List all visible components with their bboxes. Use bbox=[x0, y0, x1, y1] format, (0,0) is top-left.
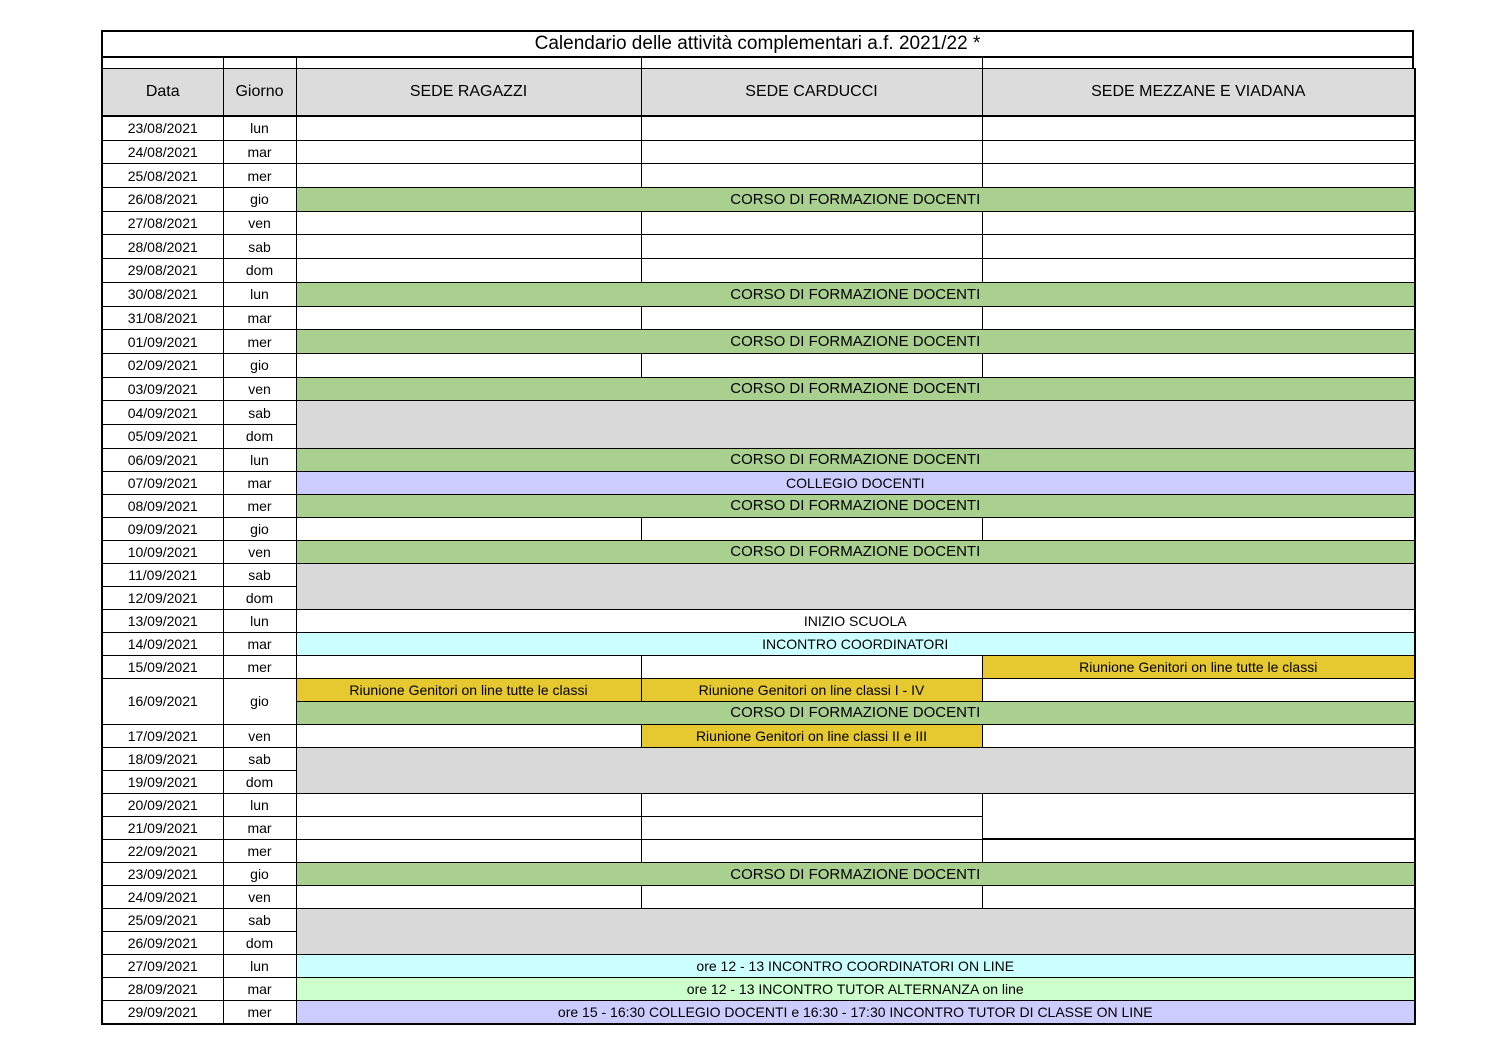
date-cell: 16/09/2021 bbox=[102, 678, 223, 724]
mezzane-cell: Riunione Genitori on line tutte le classi bbox=[982, 655, 1415, 678]
weekend-cell bbox=[296, 747, 1415, 793]
table-row bbox=[102, 211, 1415, 235]
date-cell: 08/09/2021 bbox=[102, 494, 223, 517]
date-cell: 24/09/2021 bbox=[102, 886, 223, 909]
ragazzi-cell bbox=[296, 140, 641, 164]
event-cell: ore 12 - 13 INCONTRO TUTOR ALTERNANZA on line bbox=[296, 978, 1415, 1001]
table-row bbox=[102, 517, 1415, 540]
event-cell: ore 15 - 16:30 COLLEGIO DOCENTI e 16:30 - 17:30 INCONTRO TUTOR DI CLASSE ON LINE bbox=[296, 1001, 1415, 1025]
table-row bbox=[102, 471, 1415, 494]
day-cell: ven bbox=[223, 377, 296, 401]
carducci-cell bbox=[641, 259, 982, 283]
date-cell: 02/09/2021 bbox=[102, 353, 223, 377]
carducci-cell: Riunione Genitori on line classi II e III bbox=[641, 724, 982, 747]
day-cell: lun bbox=[223, 955, 296, 978]
ragazzi-cell bbox=[296, 517, 641, 540]
table-row bbox=[102, 448, 1415, 471]
weekend-cell bbox=[296, 401, 1415, 448]
header-data: Data bbox=[102, 69, 223, 117]
day-cell: lun bbox=[223, 793, 296, 816]
day-cell: dom bbox=[223, 932, 296, 955]
table-row bbox=[102, 886, 1415, 909]
table-row bbox=[102, 140, 1415, 164]
date-cell: 23/08/2021 bbox=[102, 116, 223, 140]
header-spacer bbox=[101, 58, 1414, 68]
ragazzi-cell bbox=[296, 116, 641, 140]
mezzane-cell bbox=[982, 211, 1415, 235]
event-cell: CORSO DI FORMAZIONE DOCENTI bbox=[296, 330, 1415, 354]
date-cell: 07/09/2021 bbox=[102, 471, 223, 494]
ragazzi-cell bbox=[296, 724, 641, 747]
ragazzi-cell bbox=[296, 211, 641, 235]
carducci-cell bbox=[641, 164, 982, 188]
mezzane-cell bbox=[982, 235, 1415, 259]
table-row bbox=[102, 655, 1415, 678]
event-cell: CORSO DI FORMAZIONE DOCENTI bbox=[296, 863, 1415, 886]
ragazzi-cell bbox=[296, 259, 641, 283]
date-cell: 15/09/2021 bbox=[102, 655, 223, 678]
header-row bbox=[102, 69, 1415, 117]
date-cell: 26/09/2021 bbox=[102, 932, 223, 955]
day-cell: lun bbox=[223, 116, 296, 140]
carducci-cell bbox=[641, 517, 982, 540]
day-cell: lun bbox=[223, 609, 296, 632]
mezzane-cell bbox=[982, 259, 1415, 283]
day-cell: mer bbox=[223, 839, 296, 863]
date-cell: 28/08/2021 bbox=[102, 235, 223, 259]
day-cell: sab bbox=[223, 235, 296, 259]
date-cell: 11/09/2021 bbox=[102, 563, 223, 586]
table-row bbox=[102, 494, 1415, 517]
calendar-sheet bbox=[101, 30, 1414, 1025]
day-cell: sab bbox=[223, 401, 296, 425]
date-cell: 27/09/2021 bbox=[102, 955, 223, 978]
date-cell: 31/08/2021 bbox=[102, 306, 223, 330]
table-row bbox=[102, 793, 1415, 816]
day-cell: ven bbox=[223, 886, 296, 909]
table-row bbox=[102, 401, 1415, 425]
date-cell: 25/08/2021 bbox=[102, 164, 223, 188]
table-row bbox=[102, 164, 1415, 188]
mezzane-cell bbox=[982, 116, 1415, 140]
table-row bbox=[102, 282, 1415, 306]
date-cell: 01/09/2021 bbox=[102, 330, 223, 354]
date-cell: 23/09/2021 bbox=[102, 863, 223, 886]
mezzane-cell bbox=[982, 164, 1415, 188]
ragazzi-cell bbox=[296, 839, 641, 863]
carducci-cell bbox=[641, 353, 982, 377]
table-row bbox=[102, 1001, 1415, 1025]
table-row bbox=[102, 377, 1415, 401]
date-cell: 03/09/2021 bbox=[102, 377, 223, 401]
carducci-cell bbox=[641, 211, 982, 235]
date-cell: 17/09/2021 bbox=[102, 724, 223, 747]
day-cell: mer bbox=[223, 1001, 296, 1025]
table-row bbox=[102, 863, 1415, 886]
table-row bbox=[102, 235, 1415, 259]
mezzane-cell bbox=[982, 140, 1415, 164]
carducci-cell bbox=[641, 140, 982, 164]
carducci-cell bbox=[641, 793, 982, 816]
header-sede-mezzane: SEDE MEZZANE E VIADANA bbox=[982, 69, 1415, 117]
mezzane-cell bbox=[982, 353, 1415, 377]
event-cell: CORSO DI FORMAZIONE DOCENTI bbox=[296, 377, 1415, 401]
ragazzi-cell bbox=[296, 655, 641, 678]
carducci-cell: Riunione Genitori on line classi I - IV bbox=[641, 678, 982, 701]
day-cell: mer bbox=[223, 164, 296, 188]
calendar-table bbox=[101, 68, 1416, 1025]
ragazzi-cell bbox=[296, 816, 641, 839]
day-cell: dom bbox=[223, 259, 296, 283]
table-row bbox=[102, 609, 1415, 632]
event-cell: COLLEGIO DOCENTI bbox=[296, 471, 1415, 494]
table-row bbox=[102, 330, 1415, 354]
date-cell: 26/08/2021 bbox=[102, 188, 223, 212]
mezzane-cell bbox=[982, 678, 1415, 701]
carducci-cell bbox=[641, 116, 982, 140]
ragazzi-cell bbox=[296, 306, 641, 330]
event-cell: INIZIO SCUOLA bbox=[296, 609, 1415, 632]
weekend-cell bbox=[296, 909, 1415, 955]
event-cell: CORSO DI FORMAZIONE DOCENTI bbox=[296, 540, 1415, 563]
date-cell: 27/08/2021 bbox=[102, 211, 223, 235]
day-cell: gio bbox=[223, 188, 296, 212]
event-cell: CORSO DI FORMAZIONE DOCENTI bbox=[296, 188, 1415, 212]
table-row bbox=[102, 678, 1415, 701]
day-cell: mer bbox=[223, 494, 296, 517]
table-row bbox=[102, 701, 1415, 724]
table-row bbox=[102, 632, 1415, 655]
event-cell: CORSO DI FORMAZIONE DOCENTI bbox=[296, 282, 1415, 306]
carducci-cell bbox=[641, 839, 982, 863]
carducci-cell bbox=[641, 655, 982, 678]
event-cell: CORSO DI FORMAZIONE DOCENTI bbox=[296, 701, 1415, 724]
day-cell: mer bbox=[223, 655, 296, 678]
table-row bbox=[102, 955, 1415, 978]
table-row bbox=[102, 306, 1415, 330]
date-cell: 20/09/2021 bbox=[102, 793, 223, 816]
mezzane-cell bbox=[982, 724, 1415, 747]
date-cell: 29/09/2021 bbox=[102, 1001, 223, 1025]
date-cell: 22/09/2021 bbox=[102, 839, 223, 863]
day-cell: gio bbox=[223, 863, 296, 886]
table-row bbox=[102, 116, 1415, 140]
date-cell: 28/09/2021 bbox=[102, 978, 223, 1001]
day-cell: ven bbox=[223, 724, 296, 747]
table-row bbox=[102, 724, 1415, 747]
event-cell: ore 12 - 13 INCONTRO COORDINATORI ON LINE bbox=[296, 955, 1415, 978]
carducci-cell bbox=[641, 306, 982, 330]
day-cell: gio bbox=[223, 678, 296, 724]
ragazzi-cell: Riunione Genitori on line tutte le classi bbox=[296, 678, 641, 701]
date-cell: 09/09/2021 bbox=[102, 517, 223, 540]
mezzane-cell bbox=[982, 839, 1415, 863]
date-cell: 30/08/2021 bbox=[102, 282, 223, 306]
day-cell: dom bbox=[223, 424, 296, 448]
day-cell: sab bbox=[223, 747, 296, 770]
day-cell: dom bbox=[223, 770, 296, 793]
day-cell: mar bbox=[223, 140, 296, 164]
day-cell: mar bbox=[223, 471, 296, 494]
date-cell: 06/09/2021 bbox=[102, 448, 223, 471]
day-cell: sab bbox=[223, 909, 296, 932]
ragazzi-cell bbox=[296, 793, 641, 816]
header-sede-ragazzi: SEDE RAGAZZI bbox=[296, 69, 641, 117]
day-cell: lun bbox=[223, 448, 296, 471]
date-cell: 21/09/2021 bbox=[102, 816, 223, 839]
table-row bbox=[102, 839, 1415, 863]
table-row bbox=[102, 978, 1415, 1001]
day-cell: mar bbox=[223, 632, 296, 655]
mezzane-cell bbox=[982, 517, 1415, 540]
date-cell: 12/09/2021 bbox=[102, 586, 223, 609]
date-cell: 10/09/2021 bbox=[102, 540, 223, 563]
day-cell: mer bbox=[223, 330, 296, 354]
table-row bbox=[102, 909, 1415, 932]
date-cell: 19/09/2021 bbox=[102, 770, 223, 793]
day-cell: gio bbox=[223, 517, 296, 540]
date-cell: 14/09/2021 bbox=[102, 632, 223, 655]
day-cell: mar bbox=[223, 816, 296, 839]
day-cell: sab bbox=[223, 563, 296, 586]
ragazzi-cell bbox=[296, 353, 641, 377]
mezzane-cell bbox=[982, 886, 1415, 909]
date-cell: 24/08/2021 bbox=[102, 140, 223, 164]
table-row bbox=[102, 353, 1415, 377]
header-giorno: Giorno bbox=[223, 69, 296, 117]
date-cell: 29/08/2021 bbox=[102, 259, 223, 283]
weekend-cell bbox=[296, 563, 1415, 609]
day-cell: ven bbox=[223, 211, 296, 235]
table-row bbox=[102, 259, 1415, 283]
mezzane-cell bbox=[982, 306, 1415, 330]
event-cell: CORSO DI FORMAZIONE DOCENTI bbox=[296, 448, 1415, 471]
ragazzi-cell bbox=[296, 886, 641, 909]
carducci-cell bbox=[641, 886, 982, 909]
ragazzi-cell bbox=[296, 235, 641, 259]
day-cell: mar bbox=[223, 978, 296, 1001]
ragazzi-cell bbox=[296, 164, 641, 188]
mezzane-cell bbox=[982, 793, 1415, 839]
carducci-cell bbox=[641, 816, 982, 839]
date-cell: 04/09/2021 bbox=[102, 401, 223, 425]
table-row bbox=[102, 747, 1415, 770]
date-cell: 25/09/2021 bbox=[102, 909, 223, 932]
day-cell: mar bbox=[223, 306, 296, 330]
table-row bbox=[102, 540, 1415, 563]
date-cell: 18/09/2021 bbox=[102, 747, 223, 770]
table-row bbox=[102, 188, 1415, 212]
day-cell: gio bbox=[223, 353, 296, 377]
header-sede-carducci: SEDE CARDUCCI bbox=[641, 69, 982, 117]
page-title: Calendario delle attività complementari a.f. 2021/22 * bbox=[101, 30, 1414, 58]
day-cell: ven bbox=[223, 540, 296, 563]
event-cell: CORSO DI FORMAZIONE DOCENTI bbox=[296, 494, 1415, 517]
date-cell: 13/09/2021 bbox=[102, 609, 223, 632]
day-cell: lun bbox=[223, 282, 296, 306]
table-row bbox=[102, 563, 1415, 586]
day-cell: dom bbox=[223, 586, 296, 609]
carducci-cell bbox=[641, 235, 982, 259]
event-cell: INCONTRO COORDINATORI bbox=[296, 632, 1415, 655]
date-cell: 05/09/2021 bbox=[102, 424, 223, 448]
